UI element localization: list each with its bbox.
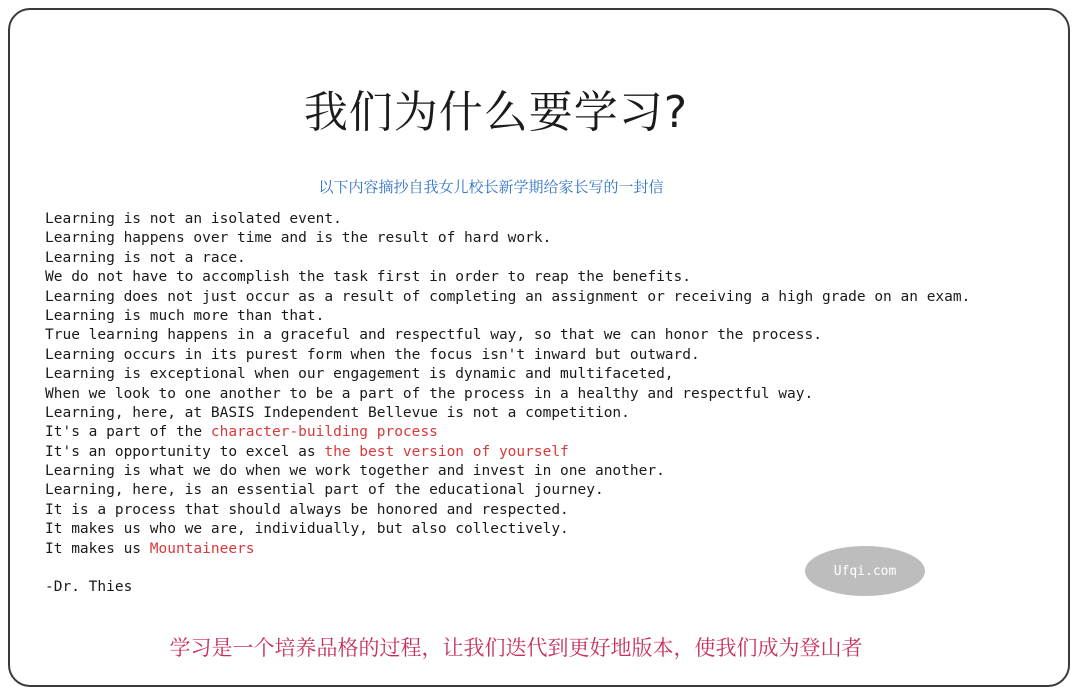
letter-line: It's an opportunity to excel as the best version of yourself — [45, 443, 569, 460]
letter-line: It makes us who we are, individually, but also collectively. — [45, 521, 569, 538]
letter-line: It makes us Mountaineers — [45, 540, 255, 557]
letter-line: We do not have to accomplish the task first in order to reap the benefits. — [45, 269, 692, 286]
highlight-text: Mountaineers — [149, 540, 255, 557]
highlight-text: the best version of yourself — [324, 443, 569, 460]
letter-line: Learning happens over time and is the result of hard work. — [45, 230, 552, 247]
signature: -Dr. Thies — [45, 579, 133, 596]
footer-caption: 学习是一个培养品格的过程，让我们迭代到更好地版本，使我们成为登山者 — [169, 636, 863, 660]
letter-line: Learning is what we do when we work together and invest in one another. — [45, 463, 665, 480]
letter-line: Learning does not just occur as a result of completing an assignment or receiving a high grade on an exam. — [45, 288, 971, 305]
highlight-text: character-building process — [210, 424, 438, 441]
letter-line: It is a process that should always be honored and respected. — [45, 501, 569, 518]
subtitle: 以下内容摘抄自我女儿校长新学期给家长写的一封信 — [318, 178, 664, 196]
letter-body — [45, 210, 970, 598]
letter-line: When we look to one another to be a part of the process in a healthy and respectful way. — [45, 385, 814, 402]
watermark-badge: Ufqi.com — [805, 546, 925, 596]
letter-line: Learning is not a race. — [45, 249, 246, 266]
letter-line: Learning occurs in its purest form when the focus isn't inward but outward. — [45, 346, 700, 363]
letter-line: It's a part of the character-building process — [45, 424, 438, 441]
letter-line: Learning is not an isolated event. — [45, 211, 342, 227]
letter-line: Learning, here, is an essential part of the educational journey. — [45, 482, 604, 499]
letter-line: Learning, here, at BASIS Independent Bellevue is not a competition. — [45, 404, 630, 421]
letter-line: Learning is exceptional when our engagement is dynamic and multifaceted, — [45, 366, 674, 383]
page-title: 我们为什么要学习? — [303, 87, 689, 138]
letter-line: True learning happens in a graceful and respectful way, so that we can honor the process. — [45, 327, 822, 344]
letter-line: Learning is much more than that. — [45, 307, 325, 324]
